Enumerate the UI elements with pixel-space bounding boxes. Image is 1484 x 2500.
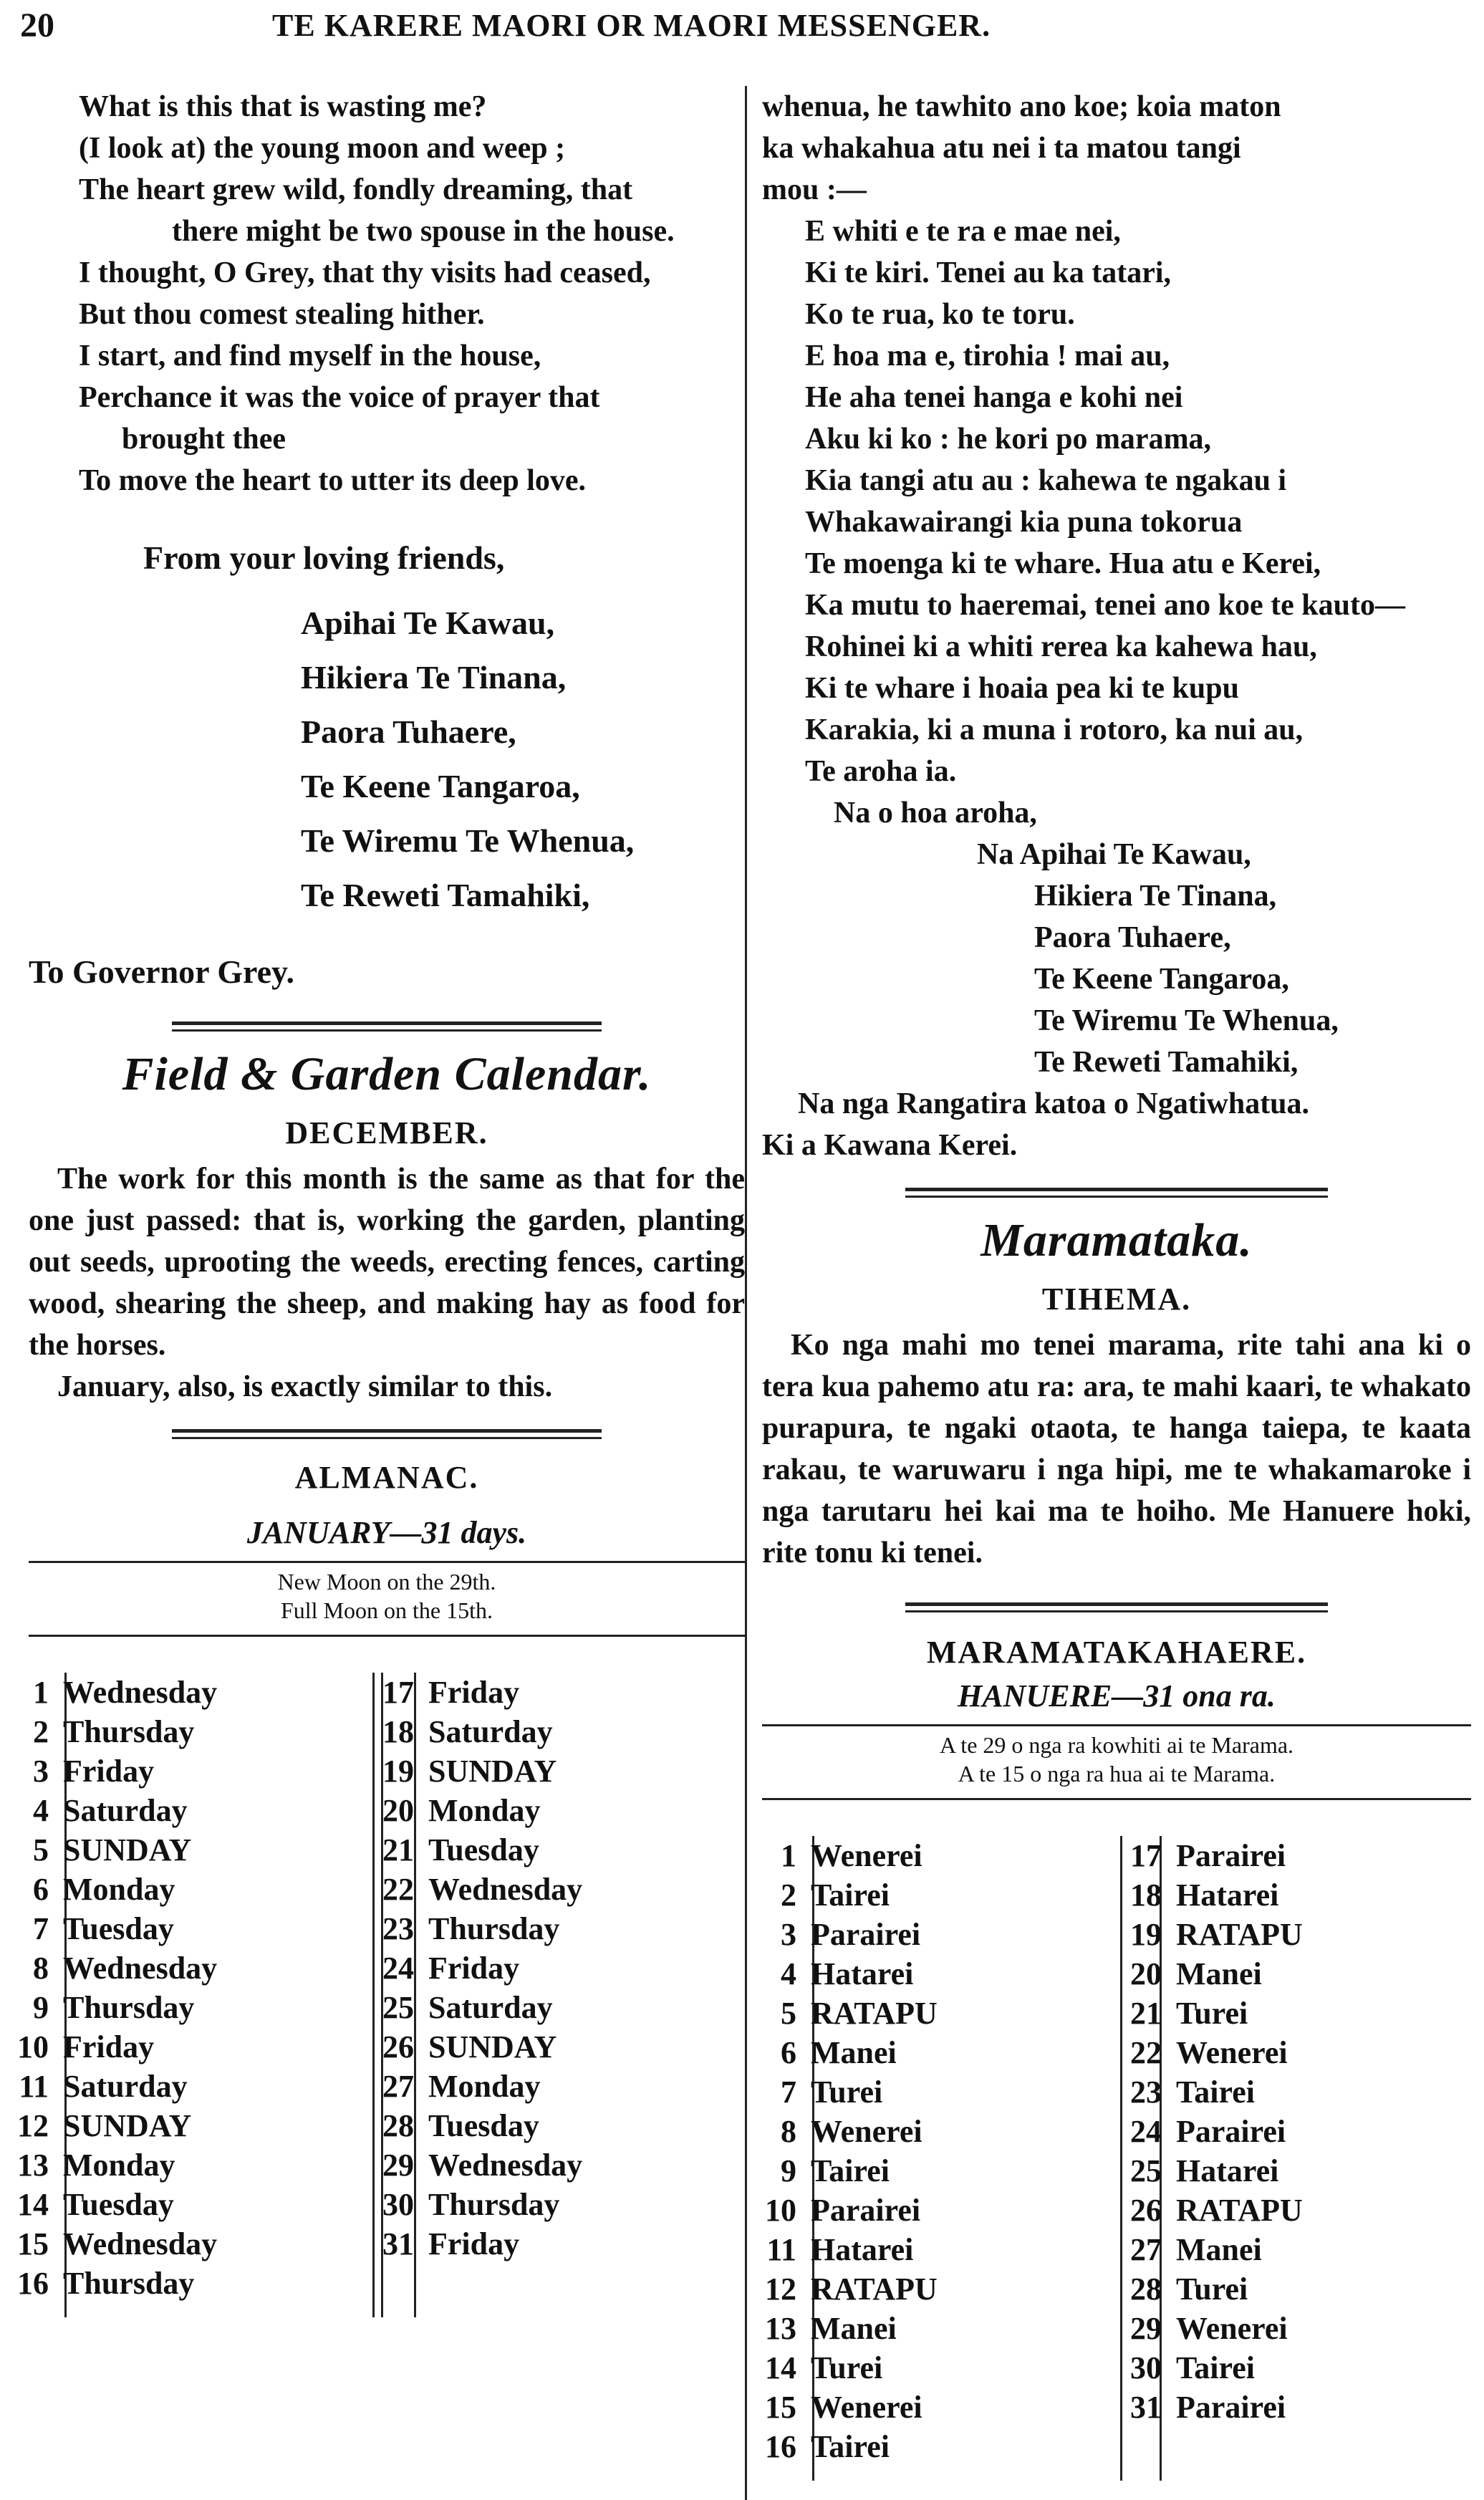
almanac-day-row [1120, 1915, 1303, 1954]
almanac-day-row [7, 1830, 191, 1870]
almanac-day-row [1120, 2348, 1255, 2388]
day-name: Turei [1176, 2271, 1248, 2307]
day-name: Hatarei [811, 1956, 914, 1991]
day-number: 13 [17, 2148, 49, 2183]
day-number: 15 [17, 2226, 49, 2261]
poem-line: Ki te kiri. Tenei au ka tatari, [805, 256, 1172, 289]
day-name: Hatarei [1176, 1878, 1279, 1913]
section-rule [905, 1188, 1328, 1198]
poem-line: The heart grew wild, fondly dreaming, that [79, 173, 633, 206]
poem-line: Perchance it was the voice of prayer that [79, 381, 600, 414]
day-name: RATAPU [811, 2271, 938, 2307]
day-number: 3 [33, 1754, 49, 1789]
almanac-day-row [7, 1870, 175, 1909]
calendar-paragraph: The work for this month is the same as that for the one just passed: that is, working the garden, planting out seeds, uprooting the weeds, erecting fences, carting wood, shearing the sheep, and making hay as food for the horses. [29, 1163, 745, 1362]
day-number: 22 [1130, 2035, 1162, 2070]
almanac-day-row [7, 2027, 154, 2067]
signature: Te Wiremu Te Whenua, [1034, 1004, 1339, 1037]
day-number: 21 [382, 1832, 414, 1867]
section-title: Maramataka. [980, 1214, 1253, 1266]
signature: Te Reweti Tamahiki, [1034, 1046, 1298, 1079]
almanac-title: MARAMATAKAHAERE. [926, 1635, 1307, 1670]
day-name: Tairei [811, 1878, 890, 1913]
day-name: Turei [811, 2074, 883, 2110]
almanac-day-row [372, 1751, 556, 1791]
day-name: Wednesday [63, 1675, 218, 1710]
day-name: Wednesday [428, 2148, 583, 2183]
day-name: SUNDAY [63, 1832, 192, 1867]
day-name: RATAPU [1176, 2193, 1303, 2228]
day-number: 25 [1130, 2153, 1162, 2188]
day-number: 2 [33, 1714, 49, 1749]
almanac-rule [29, 1561, 745, 1563]
day-name: RATAPU [811, 1996, 938, 2031]
almanac-day-row [7, 2224, 217, 2264]
almanac-day-row [755, 2072, 882, 2112]
day-number: 17 [382, 1675, 414, 1710]
poem-line: Te aroha ia. [805, 755, 957, 788]
day-number: 28 [382, 2108, 414, 2143]
day-name: Friday [428, 2226, 520, 2261]
day-number: 29 [382, 2148, 414, 2183]
day-number: 14 [765, 2350, 796, 2385]
poem-line: But thou comest stealing hither. [79, 298, 485, 331]
day-number: 6 [781, 2035, 796, 2070]
day-name: Wednesday [63, 2226, 218, 2261]
signature: Na Apihai Te Kawau, [977, 838, 1251, 871]
day-name: Monday [63, 1872, 175, 1907]
signature: Paora Tuhaere, [1034, 921, 1231, 954]
day-number: 17 [1130, 1838, 1162, 1873]
moon-note: A te 15 o nga ra hua ai te Marama. [958, 1761, 1276, 1787]
day-number: 26 [1130, 2193, 1162, 2228]
signature: Te Keene Tangaroa, [1034, 963, 1289, 996]
almanac-day-row [372, 1712, 553, 1751]
day-name: Saturday [428, 1714, 553, 1749]
poem-line: Ki te whare i hoaia pea ki te kupu [805, 672, 1239, 705]
almanac-day-row [1120, 1875, 1278, 1915]
day-name: Wenerei [811, 2390, 922, 2425]
day-name: Friday [428, 1675, 520, 1710]
almanac-day-row [755, 2309, 897, 2348]
almanac-day-row [7, 1988, 194, 2027]
day-name: Saturday [428, 1990, 553, 2025]
almanac-day-row [1120, 2388, 1286, 2427]
month-heading: TIHEMA. [1041, 1282, 1192, 1317]
day-number: 18 [382, 1714, 414, 1749]
almanac-day-row [372, 1791, 540, 1830]
almanac-day-row [7, 1751, 154, 1791]
day-number: 30 [382, 2187, 414, 2222]
almanac-day-row [372, 1870, 582, 1909]
almanac-days [17, 1673, 745, 2317]
day-number: 1 [781, 1838, 796, 1873]
almanac-day-row [7, 1712, 194, 1751]
day-name: Thursday [63, 2266, 195, 2301]
poem-line: E hoa ma e, tirohia ! mai au, [805, 340, 1170, 372]
almanac-day-row [1120, 2230, 1262, 2269]
signature-block [29, 596, 745, 923]
day-name: Monday [63, 2148, 175, 2183]
poem-line: Whakawairangi kia puna tokorua [805, 506, 1243, 539]
section-rule [172, 1429, 602, 1439]
day-name: Turei [1176, 1996, 1248, 2031]
day-name: Hatarei [811, 2232, 914, 2267]
english-poem [79, 86, 745, 501]
left-column [17, 86, 745, 2317]
almanac-rule [762, 1724, 1471, 1726]
almanac-day-row [372, 2027, 556, 2067]
almanac-day-row [1120, 1954, 1262, 1994]
almanac-day-row [7, 1909, 174, 1948]
signature: Hikiera Te Tinana, [301, 659, 567, 696]
day-number: 8 [33, 1951, 49, 1986]
day-number: 28 [1130, 2271, 1162, 2307]
day-number: 21 [1130, 1996, 1162, 2031]
almanac-day-row [755, 1915, 920, 1954]
day-name: Wenerei [1176, 2035, 1288, 2070]
almanac-day-row [7, 1673, 217, 1712]
signature: Paora Tuhaere, [301, 713, 516, 750]
day-name: Parairei [1176, 1838, 1286, 1873]
day-number: 19 [1130, 1917, 1162, 1952]
day-name: Wenerei [811, 2114, 922, 2149]
day-name: Wenerei [811, 1838, 922, 1873]
almanac-day-row [755, 2151, 890, 2191]
day-name: Friday [428, 1951, 520, 1986]
poem-line: brought thee [122, 423, 286, 456]
poem-line: What is this that is wasting me? [79, 90, 487, 123]
day-name: Thursday [428, 2187, 560, 2222]
section-title: Field & Garden Calendar. [122, 1048, 652, 1100]
day-number: 1 [33, 1675, 49, 1710]
poem-line: Rohinei ki a whiti rerea ka kahewa hau, [805, 630, 1317, 663]
signature: Te Wiremu Te Whenua, [301, 822, 635, 859]
day-name: SUNDAY [428, 1754, 557, 1789]
day-number: 16 [765, 2429, 796, 2464]
almanac-month: JANUARY—31 days. [246, 1515, 527, 1550]
almanac-rule [762, 1798, 1471, 1800]
poem-line: I thought, O Grey, that thy visits had ceased, [79, 256, 651, 289]
almanac-day-row [1120, 1994, 1248, 2033]
almanac-title: ALMANAC. [294, 1460, 479, 1495]
almanac-day-row [755, 2033, 897, 2072]
page-number: 20 [20, 6, 54, 44]
day-name: Parairei [1176, 2114, 1286, 2149]
column-divider [745, 86, 747, 2500]
calendar-paragraph: Ko nga mahi mo tenei marama, rite tahi ana ki o tera kua pahemo atu ra: ara, te mahi kaari, te whakato purapura, te ngaki otaota, te hanga taiepa, te kaata rakau, te waruwaru i nga hipi, me te whakamaroke i nga tarutaru hei kai ma te hoiho. Me Hanuere hoki, rite tonu ki tenei. [762, 1329, 1471, 1569]
almanac-day-row [372, 1673, 519, 1712]
poem-line: Karakia, ki a muna i rotoro, ka nui au, [805, 713, 1304, 746]
almanac-day-row [1120, 2191, 1303, 2230]
day-number: 14 [17, 2187, 49, 2222]
poem-line: Ko te rua, ko te toru. [805, 298, 1075, 331]
chiefs-line: Na nga Rangatira katoa o Ngatiwhatua. [798, 1087, 1310, 1120]
almanac-day-row [755, 2269, 938, 2309]
day-name: Manei [811, 2035, 897, 2070]
signature: Te Reweti Tamahiki, [301, 877, 590, 913]
almanac-day-row [7, 1791, 188, 1830]
day-number: 30 [1130, 2350, 1162, 2385]
almanac-day-row [755, 1836, 922, 1875]
poem-line: Kia tangi atu au : kahewa te ngakau i [805, 464, 1287, 497]
almanac-day-row [1120, 2072, 1255, 2112]
almanac-day-row [372, 1948, 519, 1988]
almanac-day-row [7, 2106, 191, 2145]
day-name: Tuesday [428, 1832, 539, 1867]
day-name: Manei [811, 2311, 897, 2346]
day-name: Wednesday [63, 1951, 218, 1986]
almanac-day-row [755, 1954, 913, 1994]
day-number: 20 [1130, 1956, 1162, 1991]
day-name: Tairei [1176, 2350, 1256, 2385]
month-heading: DECEMBER. [285, 1115, 488, 1150]
day-name: Tuesday [63, 2187, 174, 2222]
day-name: Monday [428, 2069, 541, 2104]
almanac-day-row [1120, 2112, 1286, 2151]
calendar-paragraph: January, also, is exactly similar to this. [57, 1370, 553, 1403]
day-number: 27 [1130, 2232, 1162, 2267]
day-number: 29 [1130, 2311, 1162, 2346]
day-number: 7 [33, 1911, 49, 1946]
almanac-day-row [372, 2106, 539, 2145]
day-number: 4 [781, 1956, 796, 1991]
addressee: Ki a Kawana Kerei. [762, 1129, 1018, 1162]
signature: Apihai Te Kawau, [301, 605, 555, 641]
day-number: 24 [382, 1951, 414, 1986]
maori-poem [762, 86, 1471, 792]
day-name: Manei [1176, 2232, 1262, 2267]
day-name: Wednesday [428, 1872, 583, 1907]
poem-line: ka whakahua atu nei i ta matou tangi [762, 132, 1241, 165]
day-name: Hatarei [1176, 2153, 1279, 2188]
day-name: Friday [63, 2029, 155, 2064]
poem-line: (I look at) the young moon and weep ; [79, 132, 566, 165]
almanac-day-row [7, 2185, 174, 2224]
day-number: 23 [382, 1911, 414, 1946]
day-number: 10 [765, 2193, 796, 2228]
day-number: 22 [382, 1872, 414, 1907]
day-name: Saturday [63, 1793, 188, 1828]
closing-line: Na o hoa aroha, [834, 797, 1037, 830]
poem-line: Aku ki ko : he kori po marama, [805, 423, 1212, 456]
day-name: Saturday [63, 2069, 188, 2104]
day-name: Thursday [428, 1911, 560, 1946]
almanac-day-row [1120, 1836, 1286, 1875]
day-name: Tairei [1176, 2074, 1256, 2110]
almanac-day-row [755, 1994, 938, 2033]
poem-line: whenua, he tawhito ano koe; koia maton [762, 90, 1281, 123]
section-rule [172, 1021, 602, 1032]
day-number: 24 [1130, 2114, 1162, 2149]
day-number: 15 [765, 2390, 796, 2425]
almanac-day-row [755, 2388, 922, 2427]
section-rule [905, 1602, 1328, 1612]
day-number: 11 [19, 2069, 49, 2104]
poem-line: Ka mutu to haeremai, tenei ano koe te kauto— [805, 589, 1406, 622]
moon-note: Full Moon on the 15th. [280, 1597, 493, 1623]
day-name: RATAPU [1176, 1917, 1303, 1952]
day-number: 27 [382, 2069, 414, 2104]
almanac-day-row [755, 2112, 922, 2151]
moon-note: A te 29 o nga ra kowhiti ai te Marama. [939, 1732, 1294, 1758]
almanac-day-row [372, 2067, 540, 2106]
day-name: Tairei [811, 2429, 890, 2464]
day-number: 16 [17, 2266, 49, 2301]
day-number: 4 [33, 1793, 49, 1828]
day-name: SUNDAY [428, 2029, 557, 2064]
almanac-day-row [1120, 2033, 1288, 2072]
signature-block [762, 834, 1471, 1083]
almanac-day-row [372, 1830, 539, 1870]
day-number: 18 [1130, 1878, 1162, 1913]
right-column [762, 86, 1471, 2481]
almanac-month: HANUERE—31 ona ra. [958, 1678, 1276, 1713]
almanac-day-row [755, 2230, 913, 2269]
day-name: Thursday [63, 1990, 195, 2025]
day-number: 10 [17, 2029, 49, 2064]
day-number: 31 [1130, 2390, 1162, 2425]
poem-line: To move the heart to utter its deep love. [79, 464, 587, 497]
almanac-day-row [372, 1988, 553, 2027]
day-number: 2 [781, 1878, 796, 1913]
closing-line: From your loving friends, [143, 539, 505, 576]
day-number: 8 [781, 2114, 796, 2149]
almanac-day-row [755, 2427, 890, 2466]
day-number: 11 [766, 2232, 796, 2267]
day-name: Tuesday [428, 2108, 539, 2143]
day-name: Parairei [811, 2193, 921, 2228]
day-name: Friday [63, 1754, 155, 1789]
almanac-day-row [7, 2264, 194, 2303]
day-number: 6 [33, 1872, 49, 1907]
almanac-day-row [755, 2348, 882, 2388]
almanac-rule [29, 1635, 745, 1637]
signature: Te Keene Tangaroa, [301, 768, 580, 804]
day-name: SUNDAY [63, 2108, 192, 2143]
almanac-day-row [755, 2191, 920, 2230]
almanac-day-row [7, 1948, 217, 1988]
day-name: Tuesday [63, 1911, 174, 1946]
day-number: 12 [765, 2271, 796, 2307]
moon-note: New Moon on the 29th. [277, 1569, 496, 1595]
day-name: Monday [428, 1793, 541, 1828]
day-number: 23 [1130, 2074, 1162, 2110]
poem-line: I start, and find myself in the house, [79, 340, 541, 372]
almanac-day-row [1120, 2269, 1248, 2309]
almanac-day-row [7, 2067, 188, 2106]
day-number: 25 [382, 1990, 414, 2025]
day-name: Turei [811, 2350, 883, 2385]
almanac-day-row [372, 2185, 559, 2224]
poem-line: Te moenga ki te whare. Hua atu e Kerei, [805, 547, 1321, 580]
day-number: 7 [781, 2074, 796, 2110]
day-name: Parairei [1176, 2390, 1286, 2425]
day-number: 9 [33, 1990, 49, 2025]
day-number: 19 [382, 1754, 414, 1789]
day-number: 9 [781, 2153, 796, 2188]
addressee: To Governor Grey. [29, 953, 294, 990]
almanac-day-row [1120, 2309, 1288, 2348]
poem-line: E whiti e te ra e mae nei, [805, 215, 1121, 248]
almanac-day-row [7, 2145, 175, 2185]
day-number: 5 [33, 1832, 49, 1867]
day-name: Manei [1176, 1956, 1262, 1991]
poem-line: He aha tenei hanga e kohi nei [805, 381, 1183, 414]
day-name: Thursday [63, 1714, 195, 1749]
day-number: 3 [781, 1917, 796, 1952]
day-number: 5 [781, 1996, 796, 2031]
day-number: 26 [382, 2029, 414, 2064]
signature: Hikiera Te Tinana, [1034, 880, 1277, 913]
day-number: 31 [382, 2226, 414, 2261]
poem-line: there might be two spouse in the house. [172, 215, 675, 248]
day-name: Wenerei [1176, 2311, 1288, 2346]
almanac-day-row [372, 1909, 559, 1948]
day-name: Tairei [811, 2153, 890, 2188]
almanac-days [762, 1836, 1471, 2481]
day-number: 20 [382, 1793, 414, 1828]
almanac-day-row [755, 1875, 890, 1915]
almanac-day-row [1120, 2151, 1278, 2191]
day-number: 12 [17, 2108, 49, 2143]
almanac-day-row [372, 2224, 519, 2264]
day-name: Parairei [811, 1917, 921, 1952]
almanac-day-row [372, 2145, 582, 2185]
poem-line: mou :— [762, 173, 867, 206]
page-title: TE KARERE MAORI OR MAORI MESSENGER. [272, 8, 991, 43]
day-number: 13 [765, 2311, 796, 2346]
